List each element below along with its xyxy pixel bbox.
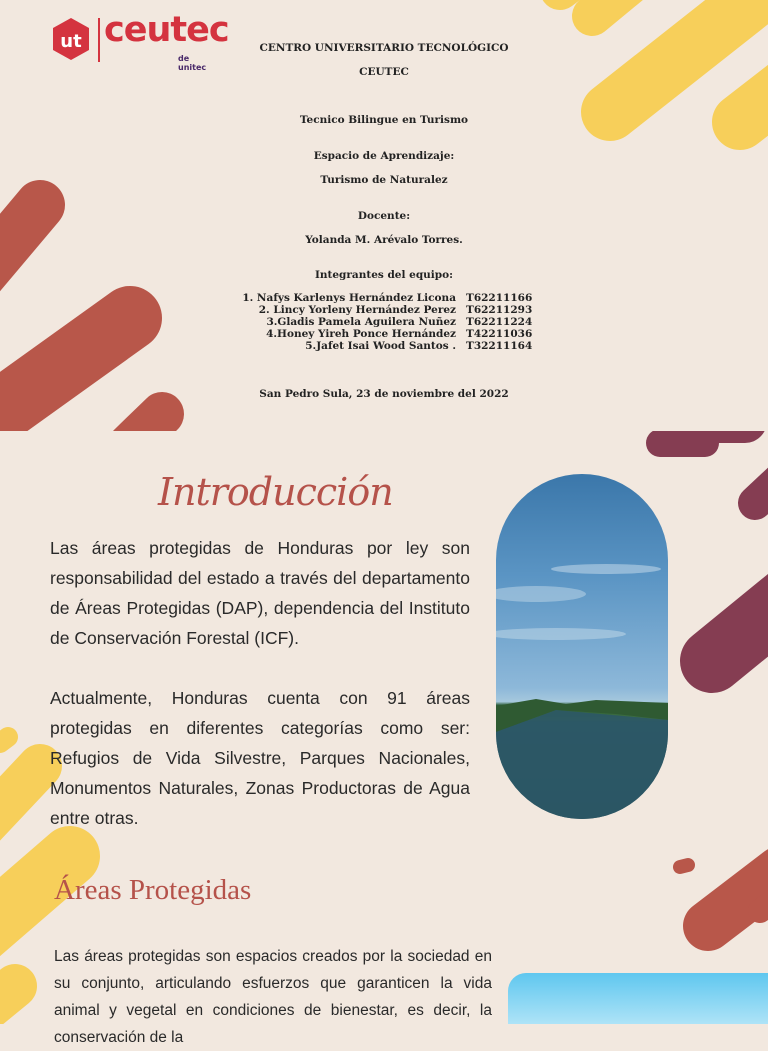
institution-short: CEUTEC — [359, 66, 409, 78]
member-row — [238, 328, 546, 340]
logo-subtext: de unitec — [178, 54, 207, 72]
member-id: T62211224 — [466, 316, 533, 328]
member-name: 4.Honey Yireh Ponce Hernández — [266, 328, 456, 340]
member-name: 2. Lincy Yorleny Hernández Perez — [258, 304, 456, 316]
member-row — [238, 340, 546, 352]
teacher-name: Yolanda M. Arévalo Torres. — [305, 234, 463, 246]
team-label: Integrantes del equipo: — [314, 269, 454, 281]
member-row — [238, 316, 546, 328]
member-row — [238, 292, 546, 304]
member-id: T32211164 — [466, 340, 533, 352]
member-name: 3.Gladis Pamela Aguilera Nuñez — [266, 316, 456, 328]
member-name: 1. Nafys Karlenys Hernández Licona — [242, 292, 456, 304]
institution-name: CENTRO UNIVERSITARIO TECNOLÓGICO — [259, 42, 509, 54]
svg-text:ut: ut — [60, 31, 82, 52]
course-label: Espacio de Aprendizaje: — [313, 150, 455, 162]
logo-divider — [98, 18, 100, 62]
member-id: T62211166 — [466, 292, 533, 304]
intro-paragraph-2: Actualmente, Honduras cuenta con 91 áreas protegidas en diferentes categorías como ser: Refugios de Vida Silvestre, Parques Nacionales, Monumentos Naturales, Zonas Productoras de Agua entre otras. — [50, 688, 470, 828]
place-date: San Pedro Sula, 23 de noviembre del 2022 — [259, 388, 509, 400]
intro-title: Introducción — [158, 470, 393, 514]
ceutec-logo — [50, 10, 229, 72]
member-row — [238, 304, 546, 316]
river-photo-art — [496, 474, 668, 819]
member-name: 5.Jafet Isai Wood Santos . — [305, 340, 456, 352]
river-landscape-photo — [496, 474, 668, 819]
areas-paragraph: Las áreas protegidas son espacios creados por la sociedad en su conjunto, articulando esfuerzos que garanticen la vida animal y vegetal en condiciones de bienestar, es decir, la conservación de la — [54, 948, 492, 1046]
intro-paragraph-1: Las áreas protegidas de Honduras por ley son responsabilidad del estado a través del departamento de Áreas Protegidas (DAP), dependencia del Instituto de Conservación Forestal (ICF). — [50, 538, 470, 648]
areas-title: Áreas Protegidas — [54, 874, 252, 906]
member-id: T62211293 — [466, 304, 533, 316]
course-name: Turismo de Naturalez — [320, 174, 448, 186]
program-name: Tecnico Bilingue en Turismo — [299, 114, 469, 126]
team-members-list — [238, 292, 546, 352]
ut-logo-mark — [50, 16, 92, 62]
teacher-label: Docente: — [357, 210, 411, 222]
logo-wordmark: ceutec — [104, 10, 229, 50]
cover-page — [0, 0, 768, 431]
beach-photo-partial — [508, 973, 768, 1024]
member-id: T42211036 — [466, 328, 533, 340]
